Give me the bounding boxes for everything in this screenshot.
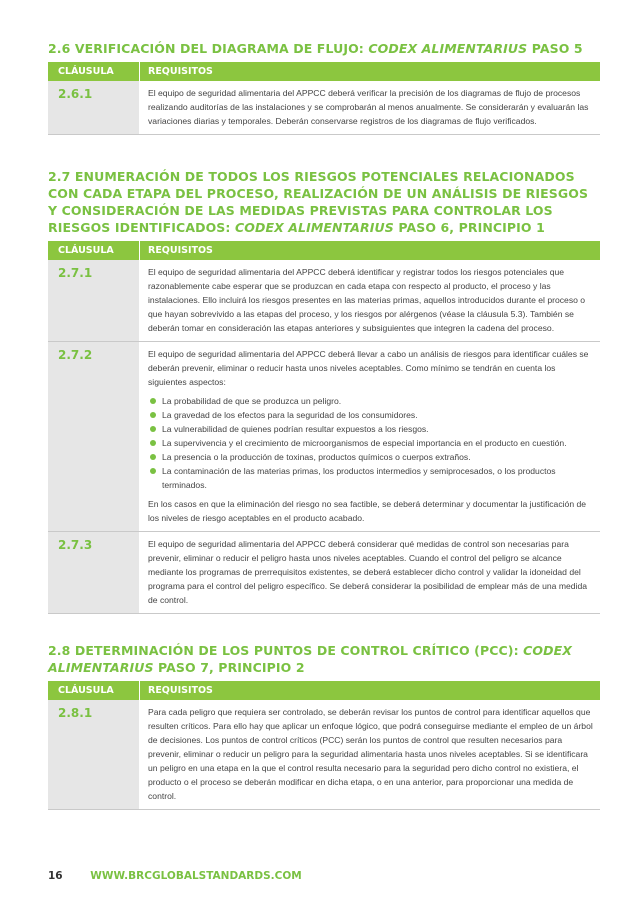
list-item: [148, 408, 596, 422]
column-header-requirements: REQUISITOS: [148, 685, 213, 696]
clause-number: 2.7.2: [48, 342, 140, 531]
bullet-icon: [150, 398, 156, 404]
heading-text: 2.7 ENUMERACIÓN DE TODOS LOS RIESGOS POTENCIALES RELACIONADOS CON CADA ETAPA DEL PROCESO, REALIZACIÓN DE UN ANÁLISIS DE RIESGOS Y CONSIDERACIÓN DE LAS MEDIDAS PREVISTAS PARA CONTROLAR LOS RIESGOS IDENTIFICADOS:: [48, 169, 589, 235]
list-item-text: La probabilidad de que se produzca un peligro.: [162, 396, 342, 406]
list-item: [148, 394, 596, 408]
heading-text: 2.6 VERIFICACIÓN DEL DIAGRAMA DE FLUJO:: [48, 41, 369, 56]
requirement-text: [140, 532, 600, 613]
page-footer: [48, 870, 302, 882]
requirement-text: [140, 700, 600, 809]
heading-italic: CODEX ALIMENTARIUS: [48, 643, 572, 675]
table-row: [48, 260, 600, 342]
section-heading: [48, 40, 600, 57]
heading-suffix: PASO 7, PRINCIPIO 2: [153, 660, 305, 675]
heading-suffix: PASO 5: [527, 41, 583, 56]
list-item: [148, 436, 596, 450]
clause-number: 2.8.1: [48, 700, 140, 809]
requirement-paragraph: En los casos en que la eliminación del riesgo no sea factible, se deberá determinar y documentar la justificación de los niveles de riesgo aceptables en el producto acabado.: [148, 499, 587, 523]
list-item-text: La contaminación de las materias primas, los productos intermedios y semiprocesados, o los productos terminados.: [162, 466, 556, 490]
list-item-text: La vulnerabilidad de quienes podrían resultar expuestos a los riesgos.: [162, 424, 429, 434]
bullet-icon: [150, 454, 156, 460]
section-heading: [48, 642, 600, 676]
heading-suffix: PASO 6, PRINCIPIO 1: [393, 220, 545, 235]
bullet-icon: [150, 426, 156, 432]
bullet-icon: [150, 468, 156, 474]
website-link[interactable]: WWW.BRCGLOBALSTANDARDS.COM: [90, 870, 302, 882]
list-item: [148, 422, 596, 436]
table-header: [48, 241, 600, 260]
clause-number: 2.6.1: [48, 81, 140, 134]
column-header-requirements: REQUISITOS: [148, 66, 213, 77]
list-item: [148, 450, 596, 464]
clause-number: 2.7.3: [48, 532, 140, 613]
column-header-requirements: REQUISITOS: [148, 245, 213, 256]
bullet-icon: [150, 412, 156, 418]
section-heading: [48, 168, 600, 236]
clause-number: 2.7.1: [48, 260, 140, 341]
table-row: [48, 342, 600, 532]
table-row: [48, 81, 600, 135]
heading-italic: CODEX ALIMENTARIUS: [368, 41, 528, 56]
column-header-clause: CLÁUSULA: [48, 681, 140, 700]
list-item-text: La presencia o la producción de toxinas, productos químicos o cuerpos extraños.: [162, 452, 471, 462]
requirement-paragraph: El equipo de seguridad alimentaria del APPCC deberá verificar la precisión de los diagramas de flujo de procesos realizando auditorías de las instalaciones y se comprobarán al menos anualmente. Se considerarán y evaluarán las variaciones diarias y temporales. Deberán conservarse registros de los diagramas de flujo verificados.: [148, 88, 589, 126]
column-header-clause: CLÁUSULA: [48, 62, 140, 81]
section-2-7: [48, 168, 600, 614]
column-header-clause: CLÁUSULA: [48, 241, 140, 260]
heading-text: 2.8 DETERMINACIÓN DE LOS PUNTOS DE CONTROL CRÍTICO (PCC):: [48, 643, 524, 658]
requirement-paragraph: El equipo de seguridad alimentaria del APPCC deberá llevar a cabo un análisis de riesgos para identificar cuáles se deberán prevenir, eliminar o reducir hasta unos niveles aceptables. Como mínimo se tendrán en cuenta los siguientes aspectos:: [148, 349, 589, 387]
table-header: [48, 62, 600, 81]
list-item-text: La supervivencia y el crecimiento de microorganismos de especial importancia en el producto en cuestión.: [162, 438, 567, 448]
list-item-text: La gravedad de los efectos para la seguridad de los consumidores.: [162, 410, 418, 420]
requirement-text: [140, 342, 600, 531]
page-number: 16: [48, 870, 63, 882]
requirement-bullet-list: [148, 394, 596, 492]
section-2-8: [48, 642, 600, 810]
requirement-paragraph: Para cada peligro que requiera ser controlado, se deberán revisar los puntos de control para identificar aquellos que resulten críticos. Para ello hay que aplicar un enfoque lógico, que podrá conseguirse mediante el empleo de un árbol de decisiones. Los puntos de control críticos (PCC) serán los puntos de control que resulten necesarios para prevenir, eliminar o reducir un peligro para la seguridad alimentaria hasta unos niveles aceptables. Si se identificara un peligro en una etapa en la que el control resulta necesario para la seguridad pero dicho control no existiera, el producto o el proceso se deberán modificar en dicha etapa, o en una anterior, para proporcionar una medida de control.: [148, 707, 593, 801]
table-row: [48, 700, 600, 810]
table-header: [48, 681, 600, 700]
requirement-text: [140, 260, 600, 341]
bullet-icon: [150, 440, 156, 446]
heading-italic: CODEX ALIMENTARIUS: [234, 220, 394, 235]
table-row: [48, 532, 600, 614]
section-2-6: [48, 40, 600, 135]
requirement-text: [140, 81, 600, 134]
requirement-paragraph: El equipo de seguridad alimentaria del APPCC deberá considerar qué medidas de control son necesarias para prevenir, eliminar o reducir el peligro hasta unos niveles aceptables. Cuando el control del peligro se alcance mediante los programas de prerrequisitos existentes, se deberá establecer dicho control y validar la idoneidad del programa para el control del peligro específico. Se deberá considerar la posibilidad de emplear más de una medida de control.: [148, 539, 588, 605]
list-item: [148, 464, 596, 492]
requirement-paragraph: El equipo de seguridad alimentaria del APPCC deberá identificar y registrar todos los riesgos potenciales que razonablemente cabe esperar que se produzcan en cada etapa con respecto al producto, el proceso y las instalaciones. Ello incluirá los riesgos presentes en las materias primas, aquellos introducidos durante el proceso o que hayan sobrevivido a las etapas del proceso, y los riesgos por alérgenos (véase la cláusula 5.3). También se deberán tomar en consideración las etapas anteriores y subsiguientes que integren la cadena del proceso.: [148, 267, 586, 333]
